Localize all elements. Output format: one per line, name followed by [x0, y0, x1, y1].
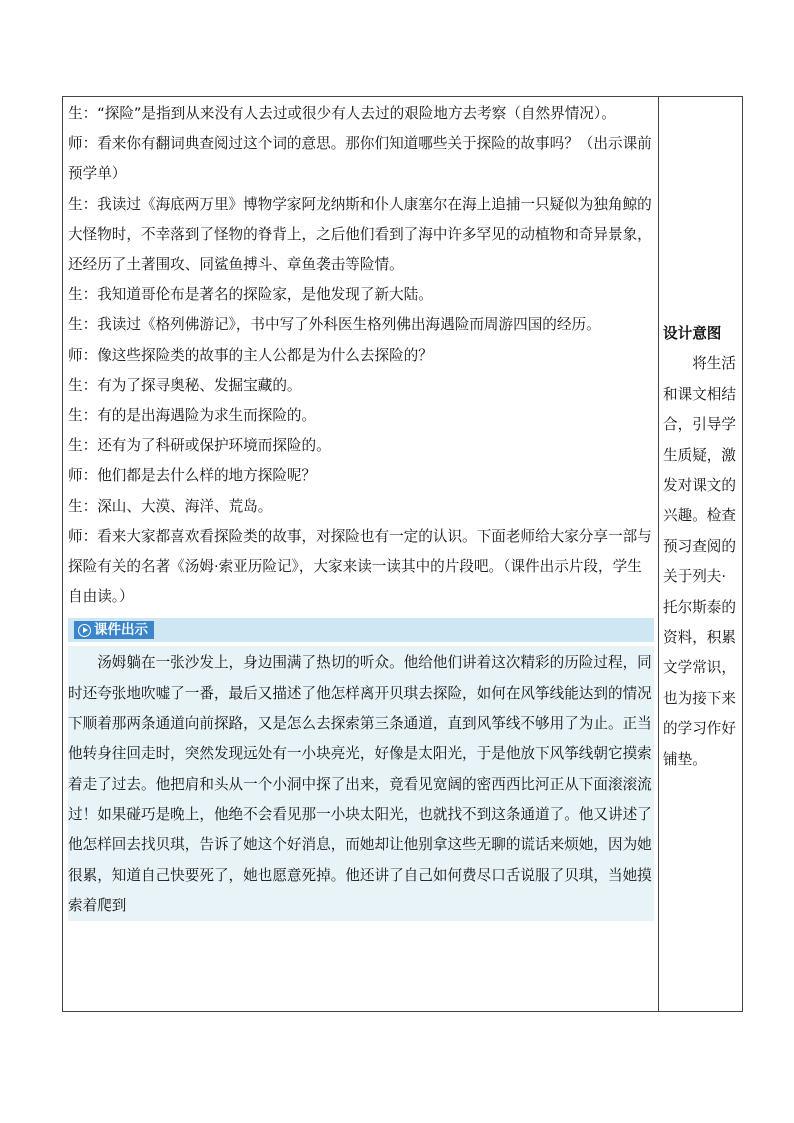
courseware-banner — [68, 618, 654, 642]
courseware-label: 课件出示 — [94, 622, 148, 639]
dialogue-line: 生：我读过《海底两万里》博物学家阿龙纳斯和仆人康塞尔在海上追捕一只疑似为独角鲸的大怪物时，不幸落到了怪物的脊背上，之后他们看到了海中许多罕见的动植物和奇异景象，还经历了土著围攻、同鲨鱼搏斗、章鱼袭击等险情。 — [68, 195, 652, 274]
courseware-badge — [74, 621, 154, 639]
dialogue-line: 生：还有为了科研或保护环境而探险的。 — [68, 437, 331, 455]
design-intent-text: 将生活和课文相结合，引导学生质疑，激发对课文的兴趣。检查预习查阅的关于列夫·托尔斯泰的资料，积累文学常识，也为接下来的学习作好铺垫。 — [663, 355, 736, 768]
excerpt-text: 汤姆躺在一张沙发上，身边围满了热切的听众。他给他们讲着这次精彩的历险过程，同时还夸张地吹嘘了一番，最后又描述了他怎样离开贝琪去探险，如何在风筝线能达到的情况下顺着那两条通道向前探路，又是怎么去探索第三条通道，直到风筝线不够用了为止。正当他转身往回走时，突然发现远处有一小块亮光，好像是太阳光，于是他放下风筝线朝它摸索着走了过去。他把肩和头从一个小洞中探了出来，竟看见宽阔的密西西比河正从下面滚滚流过！如果碰巧是晚上，他绝不会看见那一小块太阳光，也就找不到这条通道了。他又讲述了他怎样回去找贝琪，告诉了她这个好消息，而她却让他别拿这些无聊的谎话来烦她，因为她很累，知道自己快要死了，她也愿意死掉。他还讲了自己如何费尽口舌说服了贝琪，当她摸索着爬到 — [68, 654, 652, 914]
dialogue-line: 师：看来大家都喜欢看探险类的故事，对探险也有一定的认识。下面老师给大家分享一部与探险有关的名著《汤姆·索亚历险记》，大家来读一读其中的片段吧。（课件出示片段，学生自由读。） — [68, 527, 652, 606]
dialogue-line: 生：深山、大漠、海洋、荒岛。 — [68, 497, 273, 515]
play-icon — [78, 624, 91, 637]
dialogue-line: 师：像这些探险类的故事的主人公都是为什么去探险的？ — [68, 346, 433, 364]
dialogue-line: 生：我读过《格列佛游记》，书中写了外科医生格列佛出海遇险而周游四国的经历。 — [68, 316, 601, 334]
dialogue-line: 生：有的是出海遇险为求生而探险的。 — [68, 407, 317, 425]
dialogue-column — [68, 99, 654, 921]
design-intent-column — [663, 319, 739, 775]
dialogue-line: 师：他们都是去什么样的地方探险呢？ — [68, 467, 317, 485]
dialogue-line: 生：有为了探寻奥秘、发掘宝藏的。 — [68, 376, 302, 394]
dialogue-line: 师：看来你有翻词典查阅过这个词的意思。那你们知道哪些关于探险的故事吗？（出示课前预学单） — [68, 135, 652, 183]
dialogue-line: 生：“探险”是指到从来没有人去过或很少有人去过的艰险地方去考察（自然界情况）。 — [68, 105, 616, 122]
dialogue-line: 生：我知道哥伦布是著名的探险家，是他发现了新大陆。 — [68, 286, 433, 304]
excerpt-passage — [68, 646, 654, 921]
column-divider — [658, 97, 659, 1011]
lesson-table — [62, 96, 743, 1012]
design-intent-title: 设计意图 — [663, 325, 722, 342]
